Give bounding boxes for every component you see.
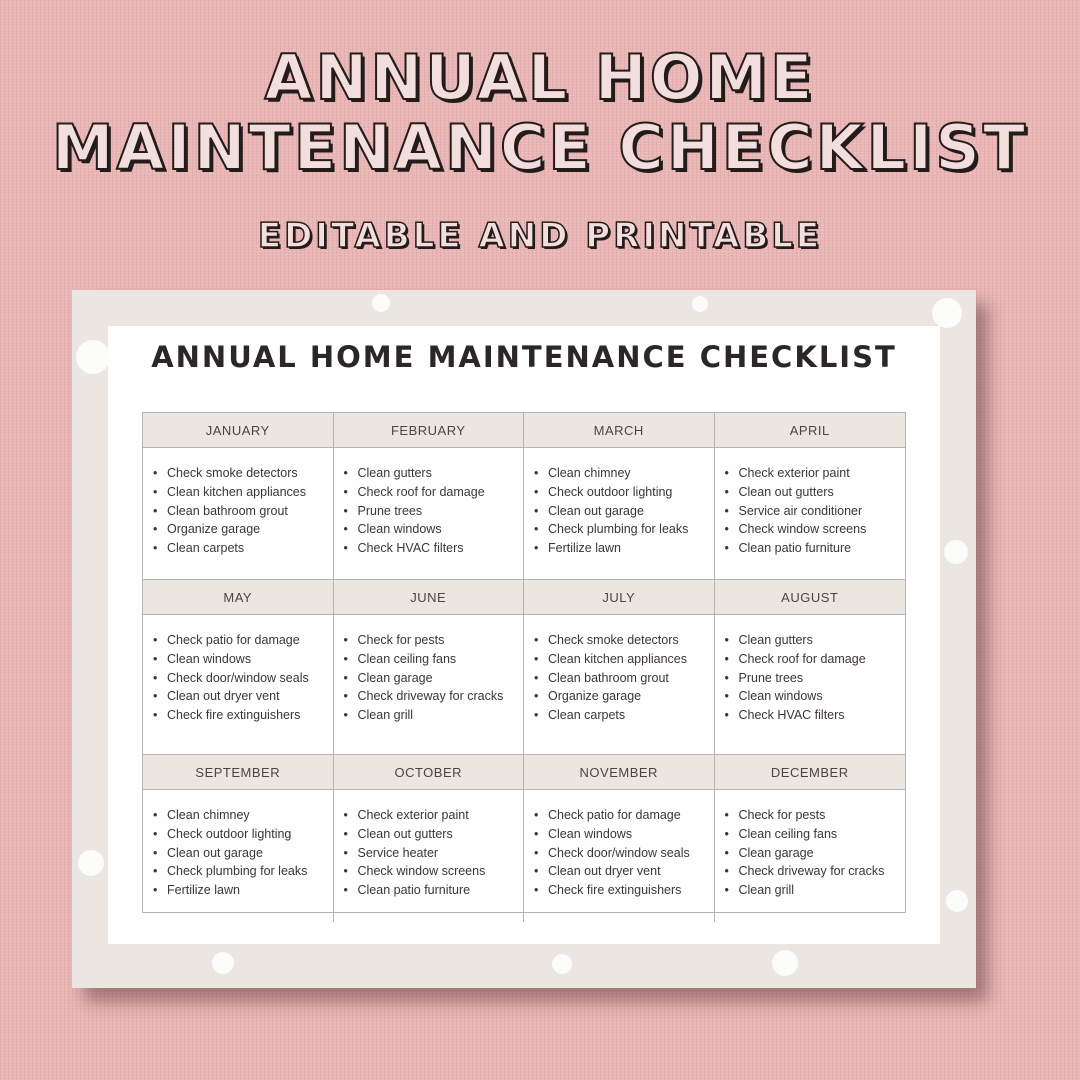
task-item: • Check outdoor lighting [153, 825, 333, 844]
task-item: • Check for pests [725, 806, 906, 825]
month-header: MARCH [524, 413, 715, 448]
task-item: • Prune trees [344, 502, 524, 521]
task-list [344, 464, 524, 558]
checklist-sheet [108, 326, 940, 944]
task-item: • Clean out garage [153, 844, 333, 863]
task-item: • Clean garage [725, 844, 906, 863]
month-header: AUGUST [715, 580, 906, 615]
task-item: • Check for pests [344, 631, 524, 650]
task-item: • Check fire extinguishers [153, 706, 333, 725]
task-item: • Check fire extinguishers [534, 881, 714, 900]
task-item: • Service air conditioner [725, 502, 906, 521]
task-item: • Check outdoor lighting [534, 483, 714, 502]
task-item: • Organize garage [534, 687, 714, 706]
headline-subtitle: EDITABLE AND PRINTABLE [257, 216, 823, 256]
task-item: • Clean ceiling fans [344, 650, 524, 669]
blossom-decoration [944, 540, 968, 564]
task-item: • Clean bathroom grout [153, 502, 333, 521]
task-item: • Clean carpets [534, 706, 714, 725]
task-item: • Fertilize lawn [153, 881, 333, 900]
month-task-cell [143, 615, 334, 755]
task-item: • Check smoke detectors [153, 464, 333, 483]
month-task-cell [715, 615, 906, 755]
task-item: • Clean chimney [534, 464, 714, 483]
blossom-decoration [692, 296, 708, 312]
task-item: • Clean bathroom grout [534, 669, 714, 688]
task-item: • Service heater [344, 844, 524, 863]
task-item: • Clean kitchen appliances [534, 650, 714, 669]
task-list [534, 806, 714, 900]
task-item: • Check window screens [725, 520, 906, 539]
task-list [725, 631, 906, 725]
task-item: • Clean carpets [153, 539, 333, 558]
month-header: JANUARY [143, 413, 334, 448]
month-task-cell [143, 790, 334, 922]
task-item: • Clean windows [534, 825, 714, 844]
task-item: • Clean gutters [344, 464, 524, 483]
month-header: JULY [524, 580, 715, 615]
task-list [534, 631, 714, 725]
task-item: • Clean garage [344, 669, 524, 688]
task-item: • Check door/window seals [153, 669, 333, 688]
month-task-cell [715, 448, 906, 580]
task-list [153, 806, 333, 900]
task-item: • Check smoke detectors [534, 631, 714, 650]
checklist-card [72, 290, 976, 988]
month-task-cell [334, 448, 525, 580]
task-list [344, 631, 524, 725]
month-header: OCTOBER [334, 755, 525, 790]
blossom-decoration [552, 954, 572, 974]
month-header: SEPTEMBER [143, 755, 334, 790]
headline-line-2: MAINTENANCE CHECKLIST [51, 111, 1029, 184]
task-list [153, 631, 333, 725]
blossom-decoration [76, 340, 110, 374]
month-task-cell [334, 615, 525, 755]
task-item: • Clean patio furniture [725, 539, 906, 558]
task-item: • Clean out garage [534, 502, 714, 521]
task-item: • Check exterior paint [344, 806, 524, 825]
blossom-decoration [372, 294, 390, 312]
blossom-decoration [212, 952, 234, 974]
month-task-cell [524, 448, 715, 580]
month-task-cell [143, 448, 334, 580]
blossom-decoration [772, 950, 798, 976]
task-item: • Prune trees [725, 669, 906, 688]
sheet-title: ANNUAL HOME MAINTENANCE CHECKLIST [151, 340, 897, 374]
task-list [534, 464, 714, 558]
task-item: • Fertilize lawn [534, 539, 714, 558]
task-item: • Clean out gutters [344, 825, 524, 844]
task-item: • Check door/window seals [534, 844, 714, 863]
month-header: APRIL [715, 413, 906, 448]
task-list [344, 806, 524, 900]
task-item: • Clean windows [344, 520, 524, 539]
task-item: • Clean out gutters [725, 483, 906, 502]
task-item: • Check roof for damage [344, 483, 524, 502]
task-list [153, 464, 333, 558]
task-item: • Clean windows [725, 687, 906, 706]
task-item: • Check plumbing for leaks [153, 862, 333, 881]
task-item: • Clean gutters [725, 631, 906, 650]
task-item: • Clean ceiling fans [725, 825, 906, 844]
month-task-cell [334, 790, 525, 922]
month-header: JUNE [334, 580, 525, 615]
task-item: • Organize garage [153, 520, 333, 539]
month-task-cell [524, 790, 715, 922]
task-item: • Check roof for damage [725, 650, 906, 669]
month-header: FEBRUARY [334, 413, 525, 448]
month-header: DECEMBER [715, 755, 906, 790]
month-task-cell [715, 790, 906, 922]
task-item: • Check exterior paint [725, 464, 906, 483]
task-item: • Clean grill [725, 881, 906, 900]
task-item: • Clean grill [344, 706, 524, 725]
task-item: • Check HVAC filters [344, 539, 524, 558]
headline-line-1: ANNUAL HOME [264, 41, 816, 114]
task-item: • Clean chimney [153, 806, 333, 825]
task-item: • Clean out dryer vent [534, 862, 714, 881]
blossom-decoration [78, 850, 104, 876]
month-header: NOVEMBER [524, 755, 715, 790]
month-grid [142, 412, 906, 913]
task-item: • Check patio for damage [534, 806, 714, 825]
task-item: • Clean kitchen appliances [153, 483, 333, 502]
task-item: • Check driveway for cracks [344, 687, 524, 706]
blossom-decoration [932, 298, 962, 328]
blossom-decoration [946, 890, 968, 912]
month-task-cell [524, 615, 715, 755]
task-list [725, 806, 906, 900]
task-item: • Check HVAC filters [725, 706, 906, 725]
task-item: • Check window screens [344, 862, 524, 881]
task-item: • Check plumbing for leaks [534, 520, 714, 539]
task-item: • Clean out dryer vent [153, 687, 333, 706]
task-item: • Clean patio furniture [344, 881, 524, 900]
month-header: MAY [143, 580, 334, 615]
task-item: • Clean windows [153, 650, 333, 669]
task-item: • Check patio for damage [153, 631, 333, 650]
task-list [725, 464, 906, 558]
task-item: • Check driveway for cracks [725, 862, 906, 881]
